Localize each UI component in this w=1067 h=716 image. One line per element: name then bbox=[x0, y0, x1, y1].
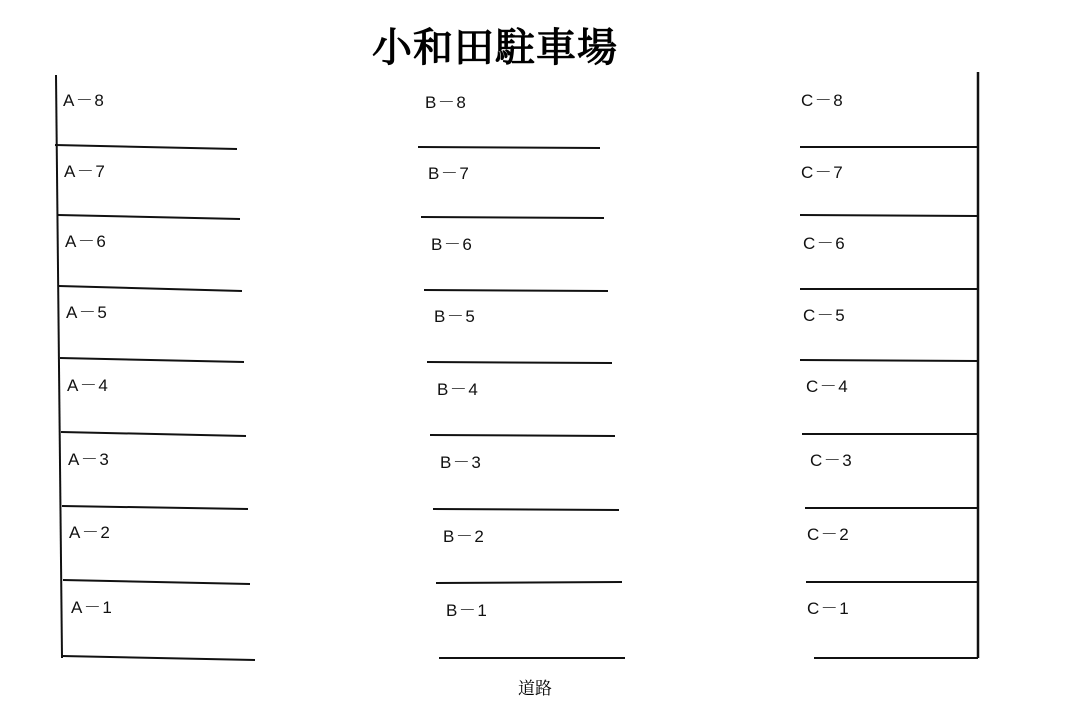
parking-labels bbox=[63, 91, 853, 620]
parking-lines bbox=[55, 72, 978, 660]
space-label-c-3: C－3 bbox=[810, 451, 854, 470]
road-label: 道路 bbox=[518, 679, 552, 699]
space-label-c-8: C－8 bbox=[801, 91, 845, 110]
space-label-b-2: B－2 bbox=[443, 527, 486, 546]
space-label-c-4: C－4 bbox=[806, 377, 850, 396]
space-label-c-6: C－6 bbox=[803, 234, 847, 253]
space-label-c-2: C－2 bbox=[807, 525, 851, 544]
row-c-divider-4 bbox=[800, 360, 978, 361]
space-label-a-4: A－4 bbox=[67, 376, 110, 395]
row-a-wall bbox=[56, 75, 62, 658]
row-b-divider-2 bbox=[421, 217, 604, 218]
space-label-a-1: A－1 bbox=[71, 598, 114, 617]
space-label-c-1: C－1 bbox=[807, 599, 851, 618]
space-label-b-1: B－1 bbox=[446, 601, 489, 620]
row-c-divider-2 bbox=[800, 215, 978, 216]
space-label-b-8: B－8 bbox=[425, 93, 468, 112]
row-a-divider-5 bbox=[61, 432, 246, 436]
space-label-b-3: B－3 bbox=[440, 453, 483, 472]
row-a-divider-3 bbox=[59, 286, 242, 291]
space-label-c-5: C－5 bbox=[803, 306, 847, 325]
space-label-a-6: A－6 bbox=[65, 232, 108, 251]
row-b-divider-6 bbox=[433, 509, 619, 510]
space-label-a-7: A－7 bbox=[64, 162, 107, 181]
row-a-divider-2 bbox=[58, 215, 240, 219]
parking-lot-title: 小和田駐車場 bbox=[372, 25, 618, 71]
space-label-b-7: B－7 bbox=[428, 164, 471, 183]
space-label-a-8: A－8 bbox=[63, 91, 106, 110]
row-b-divider-7 bbox=[436, 582, 622, 583]
row-b-divider-1 bbox=[418, 147, 600, 148]
row-b-divider-4 bbox=[427, 362, 612, 363]
space-label-b-5: B－5 bbox=[434, 307, 477, 326]
row-b-divider-5 bbox=[430, 435, 615, 436]
space-label-b-6: B－6 bbox=[431, 235, 474, 254]
space-label-a-2: A－2 bbox=[69, 523, 112, 542]
row-a-divider-6 bbox=[62, 506, 248, 509]
space-label-c-7: C－7 bbox=[801, 163, 845, 182]
row-a-divider-4 bbox=[60, 358, 244, 362]
row-a-divider-8 bbox=[62, 656, 255, 660]
space-label-b-4: B－4 bbox=[437, 380, 480, 399]
row-a-divider-1 bbox=[55, 145, 237, 149]
space-label-a-3: A－3 bbox=[68, 450, 111, 469]
row-a-divider-7 bbox=[63, 580, 250, 584]
row-b-divider-3 bbox=[424, 290, 608, 291]
space-label-a-5: A－5 bbox=[66, 303, 109, 322]
